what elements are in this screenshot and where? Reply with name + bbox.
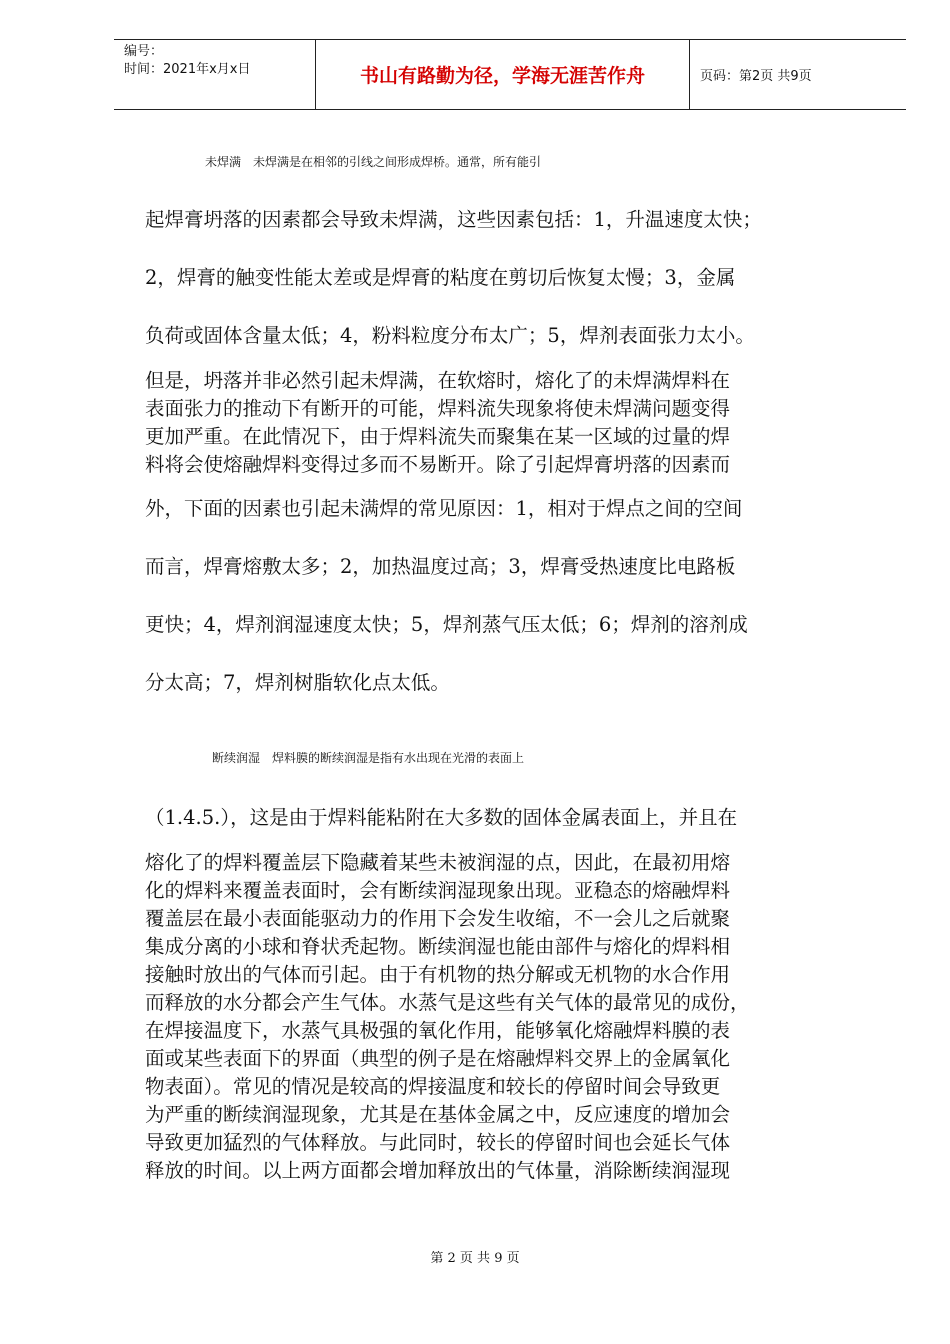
text-line: 为严重的断续润湿现象，尤其是在基体金属之中，反应速度的增加会: [145, 1103, 731, 1126]
text-line: 物表面）。常见的情况是较高的焊接温度和较长的停留时间会导致更: [145, 1075, 721, 1098]
text-line: 分太高；7，焊剂树脂软化点太低。: [145, 671, 450, 694]
text-line: 断续润湿 焊料膜的断续润湿是指有水出现在光滑的表面上: [212, 751, 525, 765]
text-line: 负荷或固体含量太低；4，粉料粒度分布太广；5，焊剂表面张力太小。: [145, 324, 755, 347]
text-line: 导致更加猛烈的气体释放。与此同时，较长的停留时间也会延长气体: [145, 1131, 731, 1154]
text-line: 更加严重。在此情况下，由于焊料流失而聚集在某一区域的过量的焊: [145, 425, 731, 448]
text-line: 覆盖层在最小表面能驱动力的作用下会发生收缩，不一会儿之后就聚: [145, 907, 731, 930]
text-line: 2，焊膏的触变性能太差或是焊膏的粘度在剪切后恢复太慢；3，金属: [145, 266, 736, 289]
page-header: [114, 39, 906, 110]
text-line: 未焊满 未焊满是在相邻的引线之间形成焊桥。通常，所有能引: [205, 155, 542, 169]
text-line: 化的焊料来覆盖表面时，会有断续润湿现象出现。亚稳态的熔融焊料: [145, 879, 731, 902]
text-line: 接触时放出的气体而引起。由于有机物的热分解或无机物的水合作用: [145, 963, 731, 986]
text-line: 而言，焊膏熔敷太多；2，加热温度过高；3，焊膏受热速度比电路板: [145, 555, 736, 578]
text-line: 但是，坍落并非必然引起未焊满，在软熔时，熔化了的未焊满焊料在: [145, 369, 731, 392]
header-page-info: 页码：第2页 共9页: [700, 69, 812, 84]
text-line: 更快；4，焊剂润湿速度太快；5，焊剂蒸气压太低；6；焊剂的溶剂成: [145, 613, 748, 636]
text-line: 在焊接温度下，水蒸气具极强的氧化作用，能够氧化熔融焊料膜的表: [145, 1019, 731, 1042]
header-meta: [114, 40, 316, 109]
text-line: 而释放的水分都会产生气体。水蒸气是这些有关气体的最常见的成份，: [145, 991, 750, 1014]
text-line: 释放的时间。以上两方面都会增加释放出的气体量，消除断续润湿现: [145, 1159, 731, 1182]
header-motto: 书山有路勤为径，学海无涯苦作舟: [359, 65, 645, 87]
header-motto-cell: [316, 40, 690, 109]
text-line: 面或某些表面下的界面（典型的例子是在熔融焊料交界上的金属氧化: [145, 1047, 731, 1070]
text-line: 起焊膏坍落的因素都会导致未焊满，这些因素包括：1，升温速度太快；: [145, 208, 762, 231]
header-page-cell: [690, 40, 906, 109]
text-line: 料将会使熔融焊料变得过多而不易断开。除了引起焊膏坍落的因素而: [145, 453, 731, 476]
time-label: 时间：2021年x月x日: [124, 62, 251, 77]
text-line: （1.4.5.），这是由于焊料能粘附在大多数的固体金属表面上，并且在: [145, 806, 738, 829]
text-line: 外，下面的因素也引起未满焊的常见原因：1，相对于焊点之间的空间: [145, 497, 743, 520]
page-footer: 第 2 页 共 9 页: [430, 1251, 520, 1266]
text-line: 熔化了的焊料覆盖层下隐藏着某些未被润湿的点，因此，在最初用熔: [145, 851, 731, 874]
number-label: 编号：: [124, 44, 164, 59]
text-line: 表面张力的推动下有断开的可能，焊料流失现象将使未焊满问题变得: [145, 397, 731, 420]
text-line: 集成分离的小球和脊状秃起物。断续润湿也能由部件与熔化的焊料相: [145, 935, 731, 958]
